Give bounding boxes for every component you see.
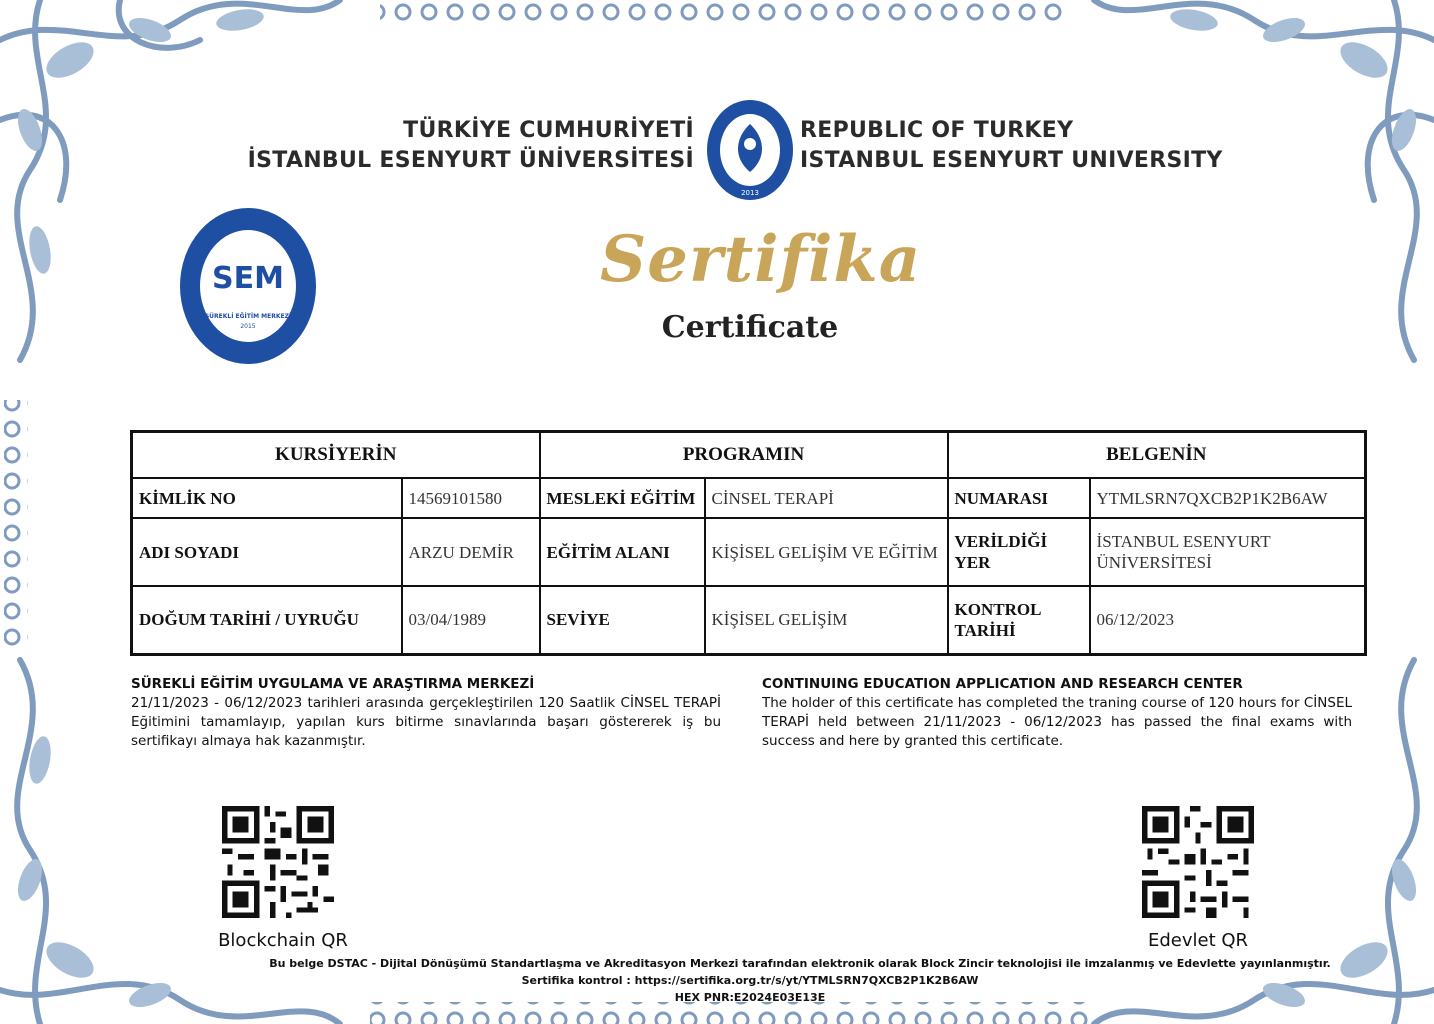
header-trainee: KURSİYERİN: [132, 432, 540, 479]
issued-place-label: VERİLDİĞİ YER: [948, 518, 1090, 586]
vocational-training-value: CİNSEL TERAPİ: [705, 478, 948, 518]
sem-year: 2015: [240, 323, 256, 330]
seal-year: 2013: [741, 189, 759, 197]
footer-verification-link[interactable]: Sertifika kontrol : https://sertifika.org.tr/s/yt/YTMLSRN7QXCB2P1K2B6AW: [521, 974, 979, 987]
tr-body-text: 21/11/2023 - 06/12/2023 tarihleri arasında gerçekleştirilen 120 Saatlik CİNSEL TERAPİ Eğitimini tamamlayıp, yapılan kurs bitirme sınavlarında başarı göstererek iş bu sertifikayı almaya hak kazanmıştır.: [131, 695, 721, 749]
name-label: ADI SOYADI: [132, 518, 402, 586]
number-label: NUMARASI: [948, 478, 1090, 518]
en-body-text: The holder of this certificate has completed the traning course of 120 hours for CİNSEL TERAPİ held between 21/11/2023 - 06/12/2023 has passed the final exams with success and here by granted this certificate.: [762, 695, 1352, 749]
header-left-line1: TÜRKİYE CUMHURİYETİ: [403, 118, 694, 143]
blockchain-qr-code-icon[interactable]: [222, 806, 334, 918]
certificate-subtitle: Certificate: [661, 310, 839, 345]
vocational-training-label: MESLEKİ EĞİTİM: [540, 478, 705, 518]
birth-date-label: DOĞUM TARİHİ / UYRUĞU: [132, 586, 402, 654]
en-center-title: CONTINUING EDUCATION APPLICATION AND RESEARCH CENTER: [762, 676, 1243, 692]
edevlet-qr-label: Edevlet QR: [1147, 930, 1249, 951]
control-date-value: 06/12/2023: [1090, 586, 1366, 654]
table-row: [132, 518, 1366, 586]
header-right-line1: REPUBLIC OF TURKEY: [800, 118, 1074, 143]
footer-signature-note: Bu belge DSTAC - Dijital Dönüşümü Standartlaşma ve Akreditasyon Merkezi tarafından elektronik olarak Block Zincir teknolojisi ile imzalanmış ve Edevlette yayınlanmıştır.: [269, 957, 1331, 970]
certificate-title: Sertifika: [600, 222, 922, 297]
number-value: YTMLSRN7QXCB2P1K2B6AW: [1090, 478, 1366, 518]
table-row: [132, 586, 1366, 654]
header-right-line2: ISTANBUL ESENYURT UNIVERSITY: [800, 148, 1223, 173]
name-value: ARZU DEMİR: [402, 518, 540, 586]
edevlet-qr-code-icon[interactable]: [1142, 806, 1254, 918]
sem-seal-icon: [178, 206, 318, 366]
training-field-label: EĞİTİM ALANI: [540, 518, 705, 586]
sem-monogram: SEM: [212, 261, 284, 296]
table-header-row: [132, 432, 1366, 479]
id-no-value: 14569101580: [402, 478, 540, 518]
table-row: [132, 478, 1366, 518]
issued-place-value: İSTANBUL ESENYURT ÜNİVERSİTESİ: [1090, 518, 1366, 586]
id-no-label: KİMLİK NO: [132, 478, 402, 518]
sem-inner-text: SÜREKLİ EĞİTİM MERKEZİ: [204, 313, 292, 320]
header-left-line2: İSTANBUL ESENYURT ÜNİVERSİTESİ: [247, 148, 694, 173]
footer-hex-pnr: HEX PNR:E2024E03E13E: [674, 991, 826, 1004]
training-field-value: KİŞİSEL GELİŞİM VE EĞİTİM: [705, 518, 948, 586]
header-program: PROGRAMIN: [540, 432, 948, 479]
blockchain-qr-label: Blockchain QR: [218, 930, 348, 951]
tr-center-title: SÜREKLİ EĞİTİM UYGULAMA VE ARAŞTIRMA MERKEZİ: [131, 676, 535, 692]
level-label: SEVİYE: [540, 586, 705, 654]
level-value: KİŞİSEL GELİŞİM: [705, 586, 948, 654]
header-document: BELGENİN: [948, 432, 1366, 479]
birth-date-value: 03/04/1989: [402, 586, 540, 654]
control-date-label: KONTROL TARİHİ: [948, 586, 1090, 654]
university-seal-icon: [705, 98, 795, 202]
certificate-info-table: [130, 430, 1367, 656]
